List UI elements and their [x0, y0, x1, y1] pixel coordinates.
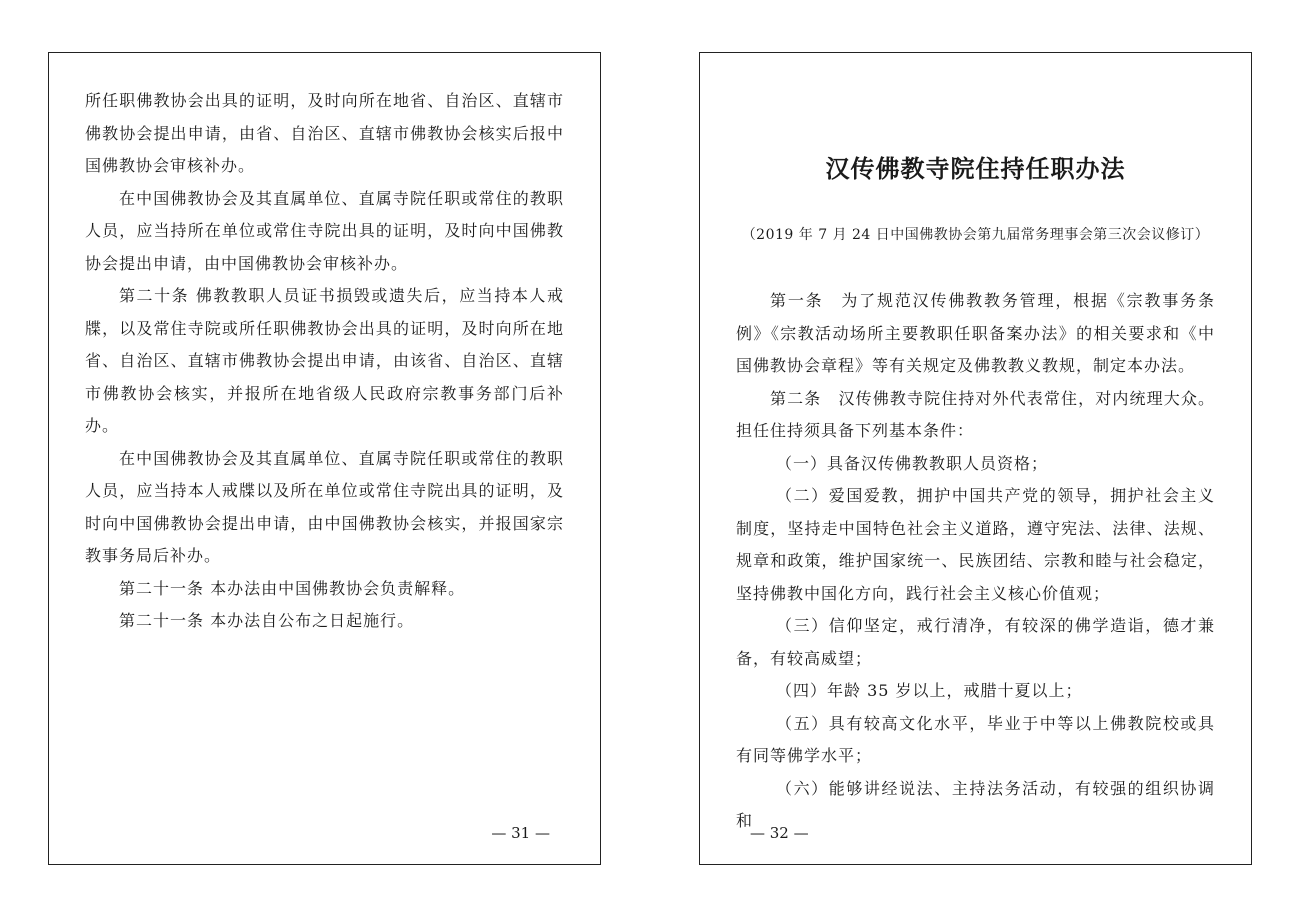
list-item: （五）具有较高文化水平，毕业于中等以上佛教院校或具有同等佛学水平；: [736, 713, 1215, 765]
paragraph-article-1: 第一条 为了规范汉传佛教教务管理，根据《宗教事务条例》《宗教活动场所主要教职任职备案办法》的相关要求和《中国佛教协会章程》等有关规定及佛教教义教规，制定本办法。: [736, 291, 1215, 375]
page-body: [85, 85, 564, 638]
document-subtitle: （2019 年 7 月 24 日中国佛教协会第九届常务理事会第三次会议修订）: [741, 227, 1210, 243]
paragraph: 在中国佛教协会及其直属单位、直属寺院任职或常住的教职人员，应当持本人戒牒以及所在单位或常住寺院出具的证明，及时向中国佛教协会提出申请，由中国佛教协会核实，并报国家宗教事务局后补办。: [85, 448, 564, 565]
document-page-right: [699, 52, 1252, 865]
document-title: 汉传佛教寺院住持任职办法: [825, 154, 1126, 183]
document-page-left: [48, 52, 601, 865]
paragraph-article-2: 第二条 汉传佛教寺院住持对外代表常住，对内统理大众。担任住持须具备下列基本条件：: [736, 388, 1215, 440]
page-body: [736, 285, 1215, 838]
list-item: （四）年龄 35 岁以上，戒腊十夏以上；: [776, 681, 1083, 700]
page-number: — 32 —: [750, 824, 809, 842]
page-number: — 31 —: [491, 824, 550, 842]
list-item: （三）信仰坚定，戒行清净，有较深的佛学造诣，德才兼备，有较高威望；: [736, 616, 1215, 668]
list-item: （六）能够讲经说法、主持法务活动，有较强的组织协调和: [736, 778, 1215, 830]
list-item: （二）爱国爱教，拥护中国共产党的领导，拥护社会主义制度，坚持走中国特色社会主义道路，遵守宪法、法律、法规、规章和政策，维护国家统一、民族团结、宗教和睦与社会稳定，坚持佛教中国化方向，践行社会主义核心价值观；: [736, 486, 1215, 603]
paragraph: 在中国佛教协会及其直属单位、直属寺院任职或常住的教职人员，应当持所在单位或常住寺院出具的证明，及时向中国佛教协会提出申请，由中国佛教协会审核补办。: [85, 188, 564, 273]
paragraph-article-21: 第二十一条 本办法由中国佛教协会负责解释。: [119, 578, 466, 598]
list-item: （一）具备汉传佛教教职人员资格；: [776, 453, 1049, 473]
paragraph-article-21-b: 第二十一条 本办法自公布之日起施行。: [119, 611, 415, 630]
paragraph-article-20: 第二十条 佛教教职人员证书损毁或遗失后，应当持本人戒牒，以及常住寺院或所任职佛教协会出具的证明，及时向所在地省、自治区、直辖市佛教协会提出申请，由该省、自治区、直辖市佛教协会核实，并报所在地省级人民政府宗教事务部门后补办。: [85, 286, 564, 435]
paragraph: 所任职佛教协会出具的证明，及时向所在地省、自治区、直辖市佛教协会提出申请，由省、自治区、直辖市佛教协会核实后报中国佛教协会审核补办。: [85, 91, 564, 175]
